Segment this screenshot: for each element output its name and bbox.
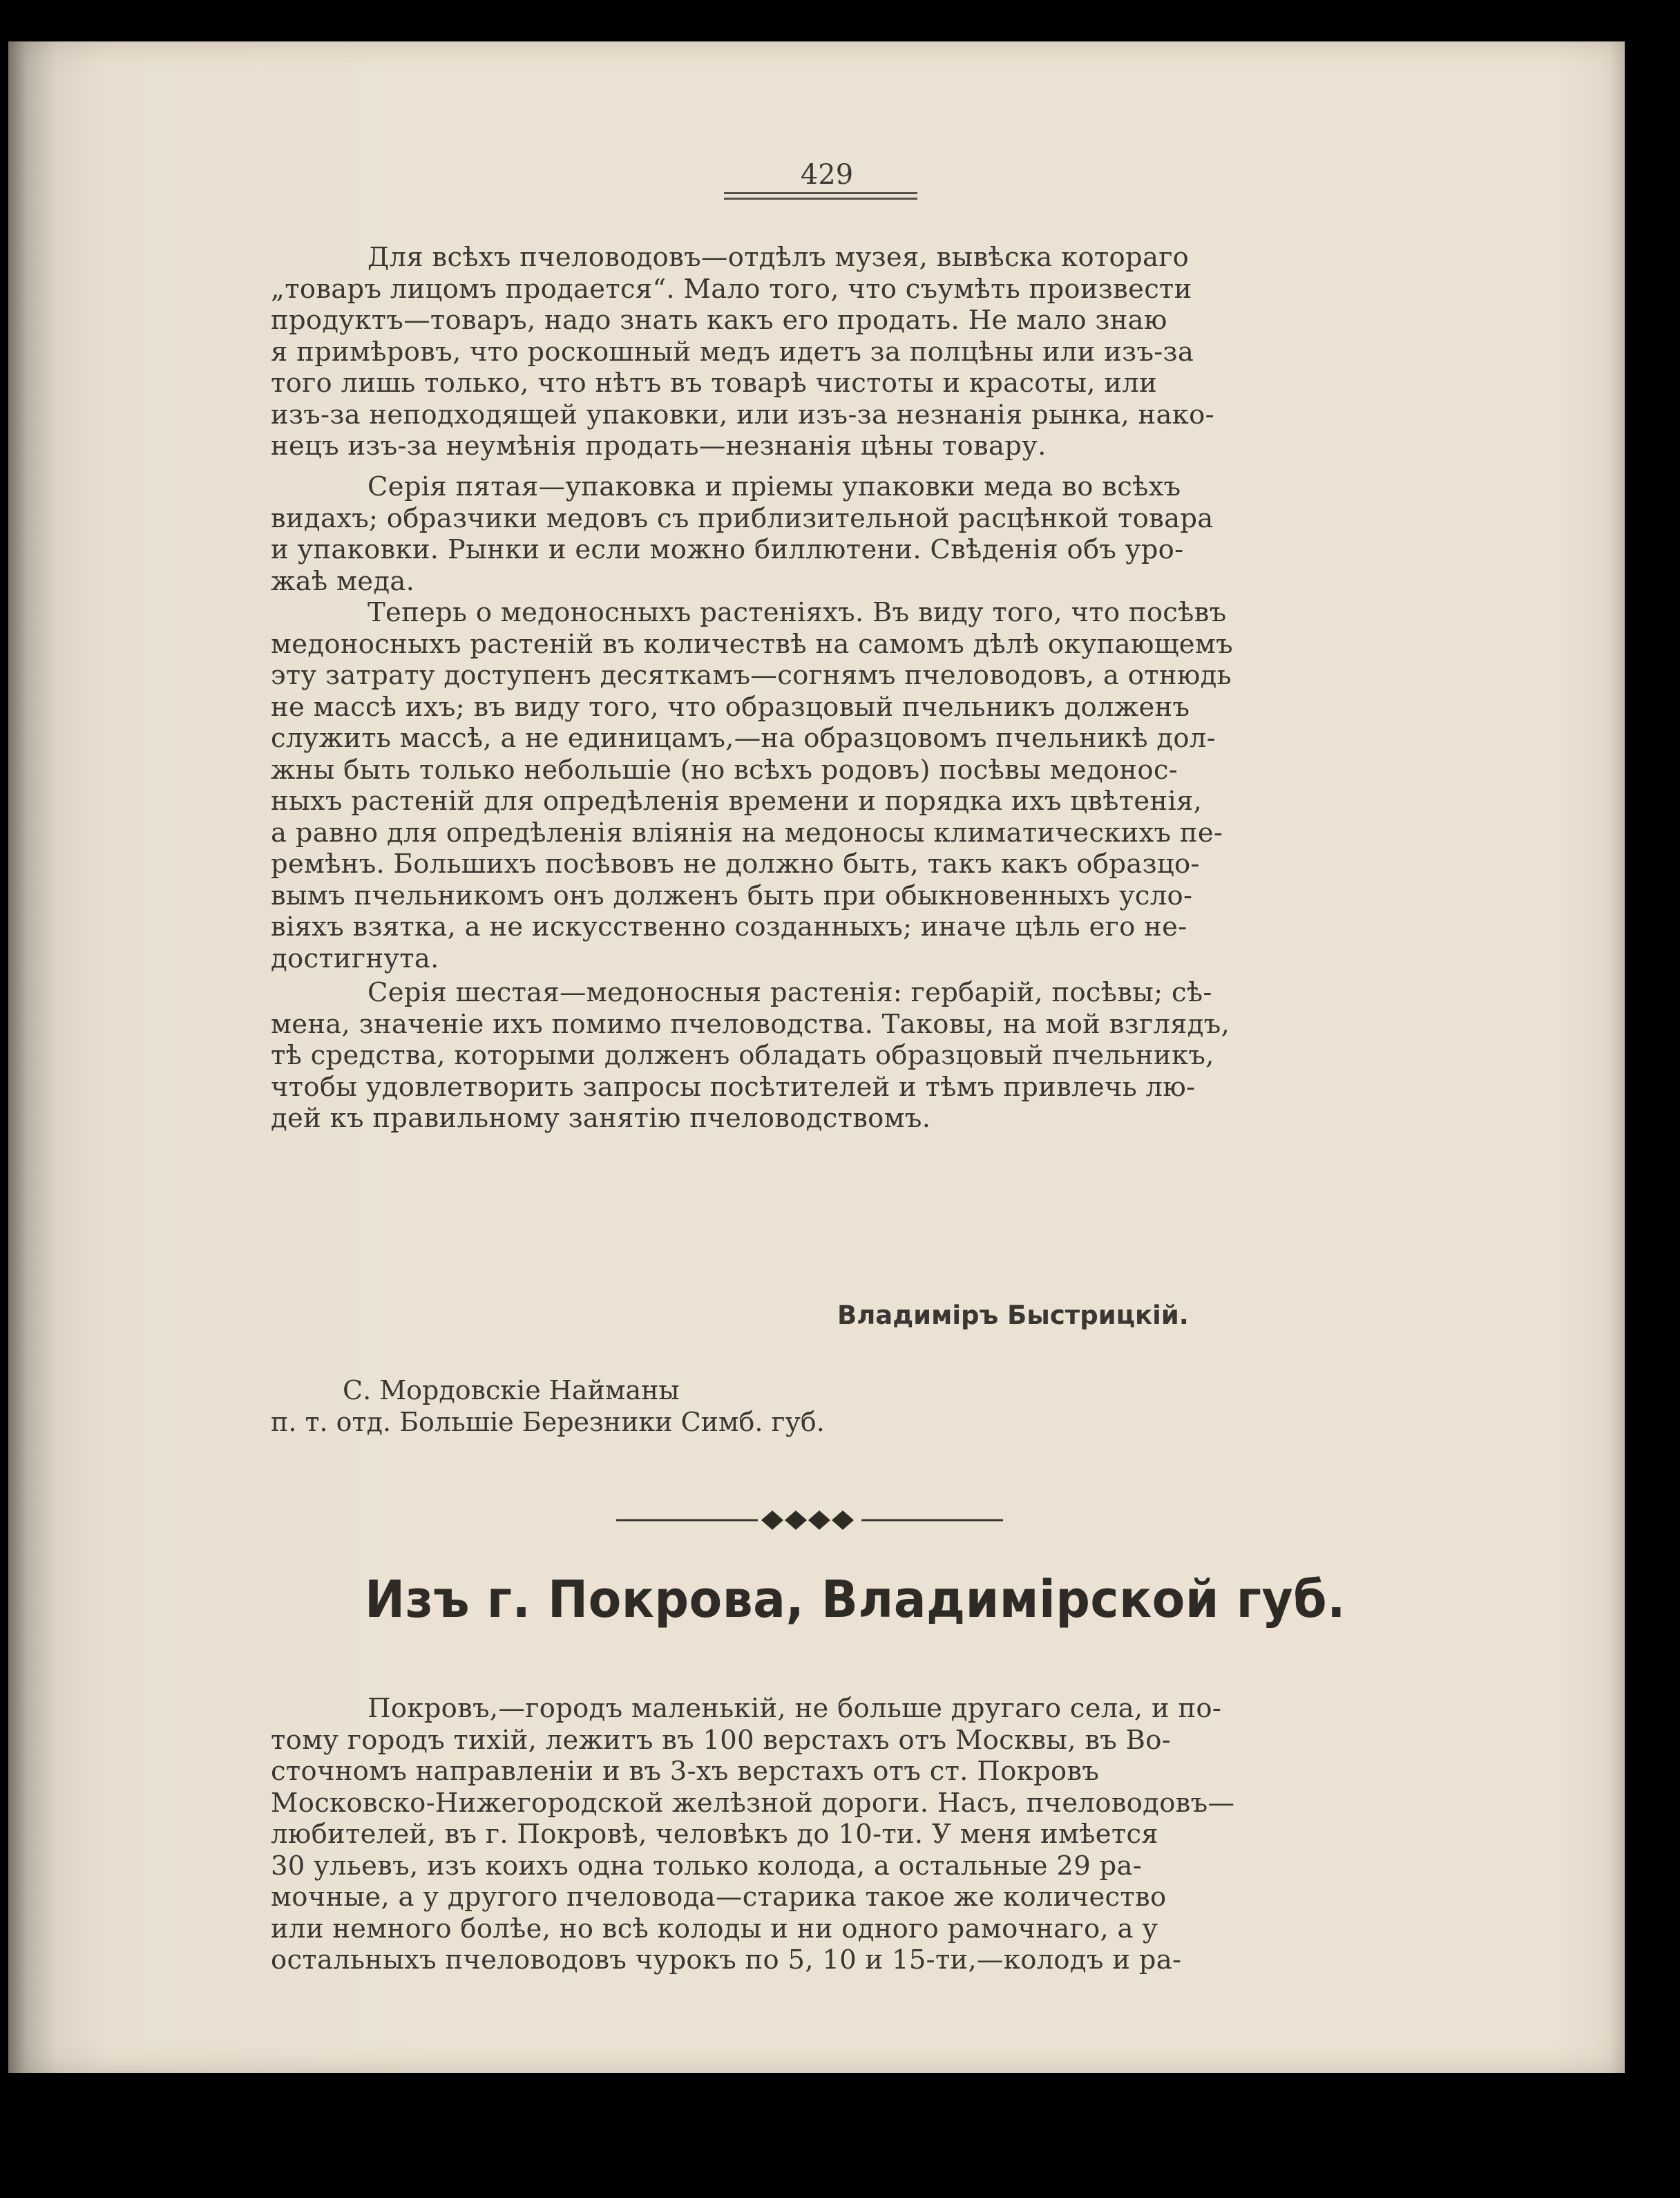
paragraph-line: или немного болѣе, но всѣ колоды и ни одного рамочнаго, а у	[271, 1913, 1158, 1944]
paragraph-line: видахъ; образчики медовъ съ приблизительной расцѣнкой товара	[271, 502, 1214, 534]
paragraph-line: служить массѣ, а не единицамъ,—на образцовомъ пчельникѣ дол-	[271, 723, 1216, 754]
address-line-2: п. т. отд. Большіе Березники Симб. губ.	[271, 1407, 825, 1437]
author-signature: Владиміръ Быстрицкій.	[837, 1300, 1189, 1330]
paragraph-line: жны быть только небольшіе (но всѣхъ родовъ) посѣвы медонос-	[271, 754, 1178, 786]
paragraph-line: Для всѣхъ пчеловодовъ—отдѣлъ музея, вывѣска котораго	[368, 242, 1190, 273]
paragraph-line: „товаръ лицомъ продается“. Мало того, что съумѣть произвести	[271, 273, 1192, 305]
paragraph-4	[271, 977, 1383, 1135]
paragraph-line: я примѣровъ, что роскошный медъ идетъ за полцѣны или изъ-за	[271, 336, 1194, 368]
paragraph-line: мена, значеніе ихъ помимо пчеловодства. Таковы, на мой взглядъ,	[271, 1008, 1230, 1040]
book-page	[8, 41, 1625, 2073]
line-text: продуктъ—товаръ, надо знать какъ его продать. Не мало знаю	[271, 305, 1167, 336]
paragraph-line: не массѣ ихъ; въ виду того, что образцовый пчельникъ долженъ	[271, 691, 1190, 723]
paragraph-line: того лишь только, что нѣтъ въ товарѣ чистоты и красоты, или	[271, 368, 1158, 399]
page-number: 429	[800, 159, 854, 191]
article-title: Изъ г. Покрова, Владимірской губ.	[365, 1570, 1346, 1629]
paragraph-line: віяхъ взятка, а не искусственно созданныхъ; иначе цѣль его не-	[271, 911, 1187, 942]
paragraph-line: сточномъ направленіи и въ 3-хъ верстахъ отъ ст. Покровъ	[271, 1756, 1100, 1787]
paragraph-1	[271, 242, 1383, 462]
page-number-rule-bottom	[724, 198, 917, 200]
paragraph-line: Серія шестая—медоносныя растенія: гербарій, посѣвы; сѣ-	[368, 977, 1212, 1008]
paragraph-line: Покровъ,—городъ маленькій, не больше другаго села, и по-	[368, 1693, 1222, 1724]
paragraph-line: ныхъ растеній для опредѣленія времени и порядка ихъ цвѣтенія,	[271, 786, 1203, 817]
paragraph-line: мочные, а у другого пчеловода—старика такое же количество	[271, 1882, 1167, 1913]
paragraph-line: остальныхъ пчеловодовъ чурокъ по 5, 10 и 15-ти,—колодъ и ра-	[271, 1944, 1182, 1976]
paragraph-line: любителей, въ г. Покровѣ, человѣкъ до 10-ти. У меня имѣется	[271, 1819, 1158, 1850]
paragraph-line: 30 ульевъ, изъ коихъ одна только колода, а остальные 29 ра-	[271, 1850, 1143, 1882]
paragraph-line: изъ-за неподходящей упаковки, или изъ-за незнанія рынка, нако-	[271, 399, 1214, 430]
paragraph-line: эту затрату доступенъ десяткамъ—согнямъ пчеловодовъ, а отнюдь	[271, 660, 1232, 691]
paragraph-line: достигнута.	[271, 942, 439, 974]
paragraph-2	[271, 471, 1383, 597]
paragraph-line: а равно для опредѣленія вліянія на медоносы климатическихъ пе-	[271, 817, 1223, 849]
page-number-rule-top	[724, 192, 917, 194]
paragraph-line: Московско-Нижегородской желѣзной дороги. Насъ, пчеловодовъ—	[271, 1787, 1235, 1819]
paragraph-line: чтобы удовлетворить запросы посѣтителей и тѣмъ привлечь лю-	[271, 1071, 1196, 1103]
paragraph-line	[271, 305, 1383, 337]
paragraph-line: Серія пятая—упаковка и пріемы упаковки меда во всѣхъ	[368, 471, 1181, 502]
paragraph-line: медоносныхъ растеній въ количествѣ на самомъ дѣлѣ окупающемъ	[271, 628, 1233, 660]
article-body	[271, 1693, 1383, 1976]
paragraph-line: вымъ пчельникомъ онъ долженъ быть при обыкновенныхъ усло-	[271, 880, 1193, 911]
paragraph-line: тому городъ тихій, лежитъ въ 100 верстахъ отъ Москвы, въ Во-	[271, 1724, 1172, 1756]
address-line-1: С. Мордовскіе Наймaны	[343, 1375, 680, 1405]
section-divider-ornament	[616, 1506, 1003, 1534]
paragraph-line: тѣ средства, которыми долженъ обладать образцовый пчельникъ,	[271, 1040, 1214, 1071]
paragraph-3	[271, 597, 1383, 974]
paragraph-line: дей къ правильному занятію пчеловодствомъ.	[271, 1103, 931, 1134]
paragraph-line: жаѣ меда.	[271, 565, 415, 597]
paragraph-line: и упаковки. Рынки и если можно биллютени. Свѣденія объ уро-	[271, 534, 1184, 565]
paragraph-line: Теперь о медоносныхъ растеніяхъ. Въ виду того, что посѣвъ	[368, 597, 1227, 628]
paragraph-line: ремѣнъ. Большихъ посѣвовъ не должно быть, такъ какъ образцо-	[271, 849, 1200, 880]
paragraph-line: нецъ изъ-за неумѣнія продать—незнанія цѣны товару.	[271, 430, 1047, 462]
